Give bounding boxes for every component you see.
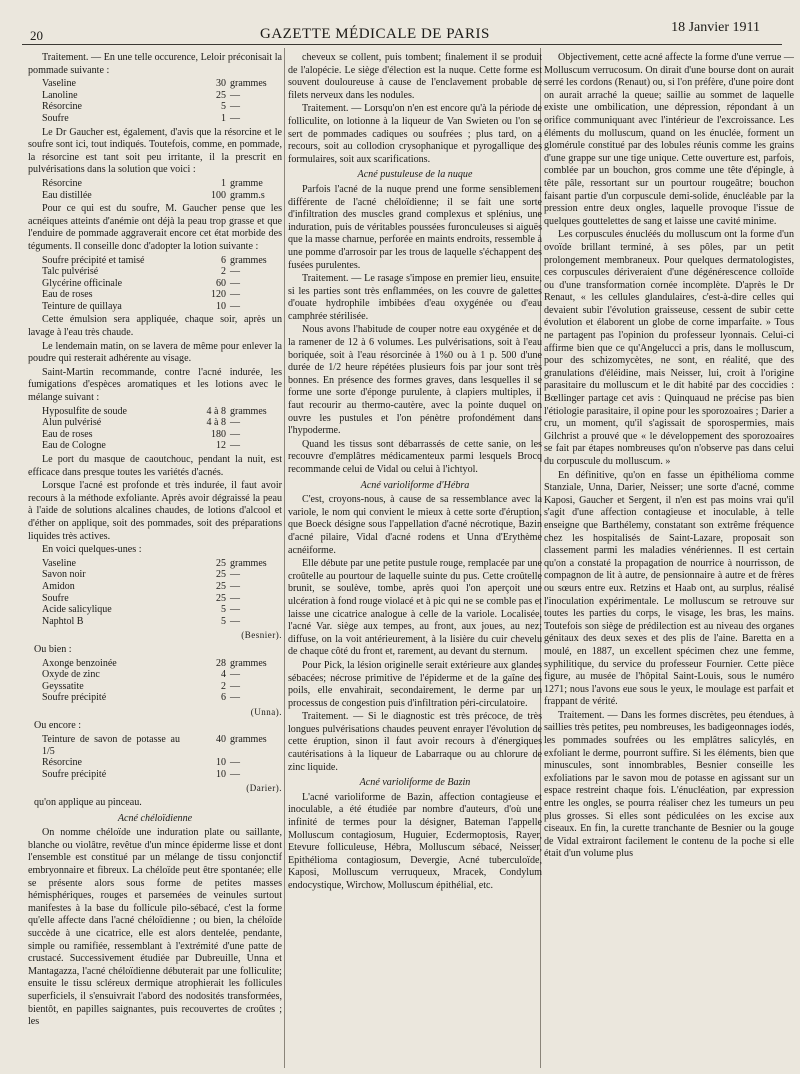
recipe-row [28,569,282,581]
recipe-table [28,558,282,628]
recipe-ingredient: Savon noir [42,569,86,581]
recipe-table [28,734,282,780]
recipe-unit: — [230,669,240,681]
recipe-table [28,658,282,704]
recipe-row [28,616,282,628]
recipe-unit: — [230,89,240,101]
recipe-unit: — [230,580,240,592]
column-2 [288,52,542,1070]
recipe-row [28,440,282,452]
journal-title: GAZETTE MÉDICALE DE PARIS [260,26,490,42]
recipe-quantity: 1 [221,177,226,189]
recipe-row [28,658,282,670]
recipe-ingredient: Soufre précipité [42,692,107,704]
recipe-quantity: 12 [216,440,226,452]
recipe-unit: — [230,615,240,627]
issue-date: 18 Janvier 1911 [671,20,760,35]
page-header [0,0,800,44]
recipe-author: (Darier). [246,783,282,794]
recipe-ingredient: Naphtol B [42,615,84,627]
recipe-unit: — [230,768,240,780]
recipe-row [28,734,282,757]
recipe-ingredient: Oxyde de zinc [42,669,100,681]
recipe-unit: — [230,101,240,113]
recipe-unit: grammes [230,657,267,669]
recipe-intro: Ou encore : [34,720,82,732]
recipe-quantity: 6 [221,692,226,704]
recipe-ingredient: Lanoline [42,89,78,101]
recipe-unit: grammes [230,557,267,569]
section-heading: Acné varioliforme d'Hébra [360,479,470,491]
recipe-row [28,266,282,278]
paragraph: C'est, croyons-nous, à cause de sa ressemblance avec la variole, le nom qui convient le mieux à cette sorte d'éruption, que Boeck désigne sous l'appellation d'acné nécrotique, Bazin d'acné pilaire, Vidal d'acné rodens et Unna d'Erythème acnéiforme. [288,494,542,556]
recipe-row [28,406,282,418]
recipe-quantity: 120 [211,289,226,301]
section-heading: Acné pustuleuse de la nuque [357,169,473,181]
paragraph: L'acné varioliforme de Bazin, affection contagieuse et inoculable, a été étudiée par nombre d'auteurs, d'où une infinité de termes pour la désigner, Bateman l'appelle Molluscum contagiosum, Huguier, Ecdermoptosis, Rayer, Etevure folliculeuse, Hébra, Molluscum sébacé, Neisser, Epithélioma contagiosum, Devergie, Acné tuberculoïde, Kaposi, Molluscum verruqueux, Mracek, Condylum endocystique, Wirchow, Molluscum épithélial, etc. [288,791,542,891]
recipe-row [28,289,282,301]
recipe-unit: — [230,440,240,452]
recipe-quantity: 2 [221,266,226,278]
recipe-ingredient: Geyssatite [42,680,84,692]
recipe-quantity: 180 [211,428,226,440]
recipe-unit: — [230,289,240,301]
recipe-row [28,255,282,267]
recipe-ingredient: Axonge benzoinée [42,657,117,669]
recipe-quantity: 10 [216,300,226,312]
recipe-quantity: 5 [221,615,226,627]
recipe-ingredient: Teinture de savon de potasse au 1/5 [42,734,180,757]
recipe-quantity: 28 [216,657,226,669]
paragraph: Traitement. — Le rasage s'impose en premier lieu, ensuite, si les parties sont très enflammées, on les couvre de galettes d'ouate hydrophile imbibées d'eau oxygénée ou d'eau camphrée stérilisée. [288,273,542,322]
recipe-quantity: 25 [216,557,226,569]
recipe-row [28,669,282,681]
column-3 [544,52,794,1070]
recipe-ingredient: Résorcine [42,177,82,189]
recipe-quantity: 25 [216,592,226,604]
recipe-row [28,78,282,90]
recipe-quantity: 30 [216,78,226,90]
recipe-quantity: 4 [221,669,226,681]
recipe-unit: grammes [230,734,267,746]
recipe-ingredient: Résorcine [42,101,82,113]
recipe-unit: — [230,757,240,769]
recipe-table [28,406,282,452]
recipe-quantity: 4 à 8 [206,417,226,429]
recipe-row [28,604,282,616]
recipe-quantity: 60 [216,277,226,289]
recipe-unit: — [230,569,240,581]
recipe-unit: grammes [230,254,267,266]
recipe-ingredient: Soufre précipité [42,768,107,780]
paragraph: Le lendemain matin, on se lavera de même pour enlever la poudre qui resterait adhérente au visage. [28,340,282,365]
recipe-row [28,301,282,313]
recipe-row [28,190,282,202]
recipe-ingredient: Soufre précipité et tamisé [42,254,145,266]
recipe-quantity: 5 [221,604,226,616]
recipe-unit: — [230,692,240,704]
paragraph: Nous avons l'habitude de couper notre eau oxygénée et de la ramener de 12 à 6 volumes. Les pulvérisations, soit à l'eau boriquée, soit à l'eau résorcinée à 1%0 ou à 1 p. 500 d'une durée de 1/2 heure répétées plusieurs fois par jour sont très bonnes. En présence des formes graves, dans lesquelles il se forme une sorte d'éponge purulente, à clapiers multiples, il faut recourir au thermo-cautère, avec la pointe duquel on ouvre les pustules et l'on pénètre profondément dans l'hypoderme. [288,324,542,437]
recipe-quantity: 4 à 8 [206,405,226,417]
paragraph: En voici quelques-unes : [42,544,142,556]
header-rule [22,44,782,45]
paragraph: Les corpuscules énucléés du molluscum ont la forme d'un ovoïde brillant terminé, à ses pôles, par un petit prolongement membraneux. Pour quelques dermatologistes, ces corpuscules dériveraient d'une dégénérescence colloïde ou d'une transformation cornée incomplète. D'après le Dr Renaut, « les cellules glandulaires, c'est-à-dire celles qui devaient subir l'évolution graisseuse, cessent de subir cette évolution et élaborent un globe de corne imparfaite. » Tous ne partagent pas l'opinion du professeur lyonnais. Celui-ci affirme bien que ce qu'Angelucci a pris, dans le molluscum, pour des schizomycètes, ne sont, en réalité, que des granulations d'éléidine, mais Neisser, lui, croit à l'origine parasitaire du molluscum et le dit habité par des coccidies : Bœllinger partage cet avis : Quinquaud ne précise pas bien l'étiologie parasitaire, il opine pour les sporozoaires ; Darier a cru, un moment, qu'il s'agissait de sporospermies, mais Gilchrist a prouvé que « le développement des sporozoaires se fait par étapes nombreuses qu'on n'observe pas dans celui du corpuscule du molluscum. » [544,229,794,467]
paragraph: Pour Pick, la lésion originelle serait extérieure aux glandes sébacées; nécrose primitive de l'épiderme et de la gaîne des poils, elle envahirait, secondairement, le derme par un processus de congestion puis d'infiltration péri-circulatoire. [288,659,542,709]
recipe-ingredient: Amidon [42,580,75,592]
recipe-quantity: 40 [216,734,226,746]
recipe-ingredient: Soufre [42,112,69,124]
recipe-unit: — [230,417,240,429]
recipe-quantity: 10 [216,757,226,769]
recipe-ingredient: Soufre [42,592,69,604]
paragraph: Pour ce qui est du soufre, M. Gaucher pense que les acnéiques atteints d'anémie ont déjà la peau trop grasse et que l'enduire de pommade aggraverait encore cet état morbide des téguments. Il conseille donc d'adopter la lotion suivante : [28,203,282,252]
recipe-quantity: 25 [216,580,226,592]
section-heading: Acné chéloïdienne [117,812,193,824]
recipe-row [28,417,282,429]
recipe-ingredient: Talc pulvérisé [42,266,99,278]
recipe-quantity: 100 [211,189,226,201]
paragraph: Elle débute par une petite pustule rouge, remplacée par une croûtelle au pourtour de laquelle suinte du pus. Cette croûtelle brunit, se soulève, tombe, après quoi l'on aperçoit une ulcération à fond rouge violacé et à pic qui ne se comble pas et laisse une cicatrice analogue à celle de la variole. Localisée, l'acné Var. siège aux tempes, au front, aux joues, au nez; diffuse, on la voit antérieurement, à la lisière du cuir chevelu de chaque côté du front et, rarement, au devant du sternum. [288,558,542,658]
recipe-unit: — [230,266,240,278]
recipe-unit: grammes [230,78,267,90]
recipe-table [28,78,282,124]
recipe-row [28,581,282,593]
recipe-row [28,113,282,125]
recipe-unit: — [230,604,240,616]
paragraph: Parfois l'acné de la nuque prend une forme sensiblement différente de l'acné chéloïdienne; il se fait une sorte d'infiltration des muscles grand complexus et splénius, une induration, puis de véritables poussées furonculeuses si aiguës que la masse charnue, perforée en maints endroits, ressemble à une pomme d'arrosoir par les trous de laquelle s'échappent des fusées purulentes. [288,183,542,271]
recipe-quantity: 5 [221,101,226,113]
column-divider [284,48,285,1068]
paragraph: Le Dr Gaucher est, également, d'avis que la résorcine et le soufre sont ici, tout indiqués. Toutefois, comme, en pommade, la résorcine est tant soit peu irritante, il la prescrit en pulvérisations dans la solution que voici : [28,126,282,176]
recipe-unit: — [230,592,240,604]
recipe-ingredient: Hyposulfite de soude [42,405,127,417]
recipe-row [28,178,282,190]
page-number: 20 [30,28,43,43]
recipe-row [28,101,282,113]
recipe-quantity: 6 [221,254,226,266]
recipe-quantity: 25 [216,569,226,581]
paragraph: En définitive, qu'on en fasse un épithélioma comme Stanziale, Unna, Darier, Neisser; une sorte d'acné, comme Kaposi, Gaucher et Sergent, il n'en est pas moins vrai qu'il s'agit d'une affection contagieuse et inoculable, à telle enseigne que Barthélemy, constatant son extrême fréquence chez les hospitalisés de Saint-Lazare, proposait son classement parmi les maladies vénériennes. Il est certain qu'on a constaté la propagation de nourrice à nourrisson, de compagnon de lit à autre, de pensionnaire à autre et de frères ou sœurs entre eux. Retzins et Haab ont, au surplus, réalisé l'inoculation expérimentale. Le molluscum se retrouve sur toutes les parties du corps, le visage, les bras, les mains. Toutefois son siège de prédilection est au niveau des organes génitaux des deux sexes et des plis de l'aine. Baretta en a moulé, en 1887, un excellent spécimen chez une femme, syphilitique, du service du professeur Fournier. Cette pièce figure, au musée de l'hôpital Saint-Louis, sous le numéro 1271; nous l'avons eue sous le yeux, le moulage est parfait et frappant de vérité. [544,469,794,708]
recipe-ingredient: Eau de roses [42,428,93,440]
recipe-author: (Besnier). [241,630,282,641]
recipe-row [28,757,282,769]
recipe-unit: — [230,112,240,124]
recipe-ingredient: Teinture de quillaya [42,300,122,312]
paragraph: Traitement. — Si le diagnostic est très précoce, de très longues pulvérisations chaudes peuvent enrayer l'évolution de cette éruption, sinon il faut avoir recours à d'énergiques cautérisations à la liqueur de Labarraque ou au chlorure de zinc liquide. [288,711,542,773]
recipe-row [28,278,282,290]
recipe-unit: — [230,428,240,440]
recipe-row [28,429,282,441]
recipe-author: (Unna). [250,706,282,717]
recipe-ingredient: Eau distillée [42,189,92,201]
recipe-ingredient: Acide salicylique [42,604,112,616]
recipe-ingredient: Vaseline [42,557,76,569]
recipe-unit: — [230,300,240,312]
recipe-row [28,90,282,102]
paragraph: Traitement. — En une telle occurence, Leloir préconisait la pommade suivante : [28,52,282,76]
recipe-table [28,255,282,313]
paragraph: Cette émulsion sera appliquée, chaque soir, après un lavage à l'eau très chaude. [28,314,282,339]
paragraph: Traitement. — Dans les formes discrètes, peu étendues, à saillies très petites, peu nombreuses, les badigeonnages iodés, les pommades soufrées ou les emplâtres salicylés, en exfoliant le derme, pourront suffire. Si les éléments, bien que minuscules, sont innombrables, Besnier conseille les exfoliations par le savon mou de potasse en agissant sur un espace restreint chaque fois. L'énucléation, par expression entre les ongles, se pourra réaliser chez les tumeurs un peu plus grosses. Si elles sont pédiculées on les excise aux ciseaux. En fin, la curette tranchante de Besnier ou la gouge de Vidal extrairont facilement le contenu de la poche si elle était d'un volume plus [544,709,794,860]
recipe-ingredient: Eau de roses [42,289,93,301]
recipe-row [28,681,282,693]
recipe-unit: gramm.s [230,189,265,201]
recipe-quantity: 1 [221,112,226,124]
paragraph: cheveux se collent, puis tombent; finalement il se produit de l'alopécie. Le siège d'élection est la nuque. Cette forme est souvent douloureuse à cause de l'enclavement probable de filets nerveux dans les nodules. [288,52,542,101]
recipe-row [28,558,282,570]
recipe-ingredient: Vaseline [42,78,76,90]
paragraph: Objectivement, cette acné affecte la forme d'une verrue — Molluscum verrucosum. On dirait d'une bourse dont on aurait serré les cordons (Renaut) ou, si l'on préfère, d'une poire dont on aurait arraché la queue; saillie au sommet de laquelle existe une ombilication, une dépression, répondant à un orifice communiquant avec l'intérieur de l'excroissance. Les éléments du molluscum, quand on les énuclée, forment un glomérule constitué par des lobules réunis comme les grains d'une grappe sur une tige unique. Cette ouverture est, parfois, comblée par un bouchon, gros comme une tête d'épingle, à tête pâle, ressortant sur un pourtour rougeâtre; bouchon faisant partie d'un corpuscule demi-solide, énucléable par la pression entre deux ongles, laquelle provoque l'issue de quelques gouttelettes de sang et laisse une cavité minime. [544,52,794,227]
recipe-row [28,692,282,704]
paragraph: Lorsque l'acné est profonde et très indurée, il faut avoir recours à la méthode exfoliante. Après avoir dégraissé la peau à l'aide de solutions alcalines chaudes, de lotions d'alcool et d'éther on applique, soit des pommades, soit des préparations liquides très actives. [28,480,282,542]
paragraph: Le port du masque de caoutchouc, pendant la nuit, est efficace dans presque toutes les variétés d'acnés. [28,454,282,478]
recipe-quantity: 10 [216,768,226,780]
recipe-ingredient: Résorcine [42,757,82,769]
recipe-unit: grammes [230,405,267,417]
recipe-ingredient: Eau de Cologne [42,440,106,452]
recipe-quantity: 25 [216,89,226,101]
recipe-quantity: 2 [221,680,226,692]
recipe-unit: — [230,277,240,289]
paragraph: On nomme chéloïde une induration plate ou saillante, blanche ou violâtre, revêtue d'un mince épiderme lisse et dont l'ensemble est constitué par un mélange de tissu conjonctif embryonnaire et fibreux. La chéloïde peut être spontanée; elle se présente alors sous forme de petites masses hémisphériques, rouges et parsemées de veinules surtout manifestes à la base du follicule pilo-sébacé, c'est la forme qu'elle affecte dans l'acné chéloïdienne ; ou bien, la chéloïde succède à une cicatrice, elle est alors dentelée, pendante, simple ou ramifiée, ressemblant à l'extrémité d'une patte de crustacé. Successivement étudiée par Dubreuille, Unna et Mantagazza, l'acné chéloïdienne débuterait par une folliculite; ensuite le tissu scléreux dermique atrophierait les follicules superficiels, il s'ensuivrait l'abord des nodosités transformées, bientôt, en papilles saignantes, puis recouvertes de croûtes ; les [28,827,282,1028]
paragraph: qu'on applique au pinceau. [34,797,142,809]
recipe-ingredient: Alun pulvérisé [42,417,102,429]
recipe-row [28,769,282,781]
column-1 [28,52,282,1070]
paragraph: Quand les tissus sont débarrassés de cette sanie, on les recouvre d'emplâtres médicamenteux parmi lesquels Brocq recommande celui de Vidal ou celui à l'ichtyol. [288,438,542,475]
recipe-table [28,178,282,201]
section-heading: Acné varioliforme de Bazin [359,777,471,789]
paragraph: Traitement. — Lorsqu'on n'en est encore qu'à la période de folliculite, on lotionne à la liqueur de Van Swieten ou l'on se sert de pommades cadiques ou soufrées ; plus tard, on a recours, soit au collodion crysophanique et pyrogallique des formulaires, soit aux scarifications. [288,103,542,165]
recipe-intro: Ou bien : [34,643,72,655]
recipe-unit: gramme [230,177,263,189]
recipe-ingredient: Glycérine officinale [42,277,123,289]
paragraph: Saint-Martin recommande, contre l'acné indurée, les fumigations d'espèces aromatiques et les lotions avec le mélange suivant : [28,366,282,404]
recipe-row [28,593,282,605]
recipe-unit: — [230,680,240,692]
